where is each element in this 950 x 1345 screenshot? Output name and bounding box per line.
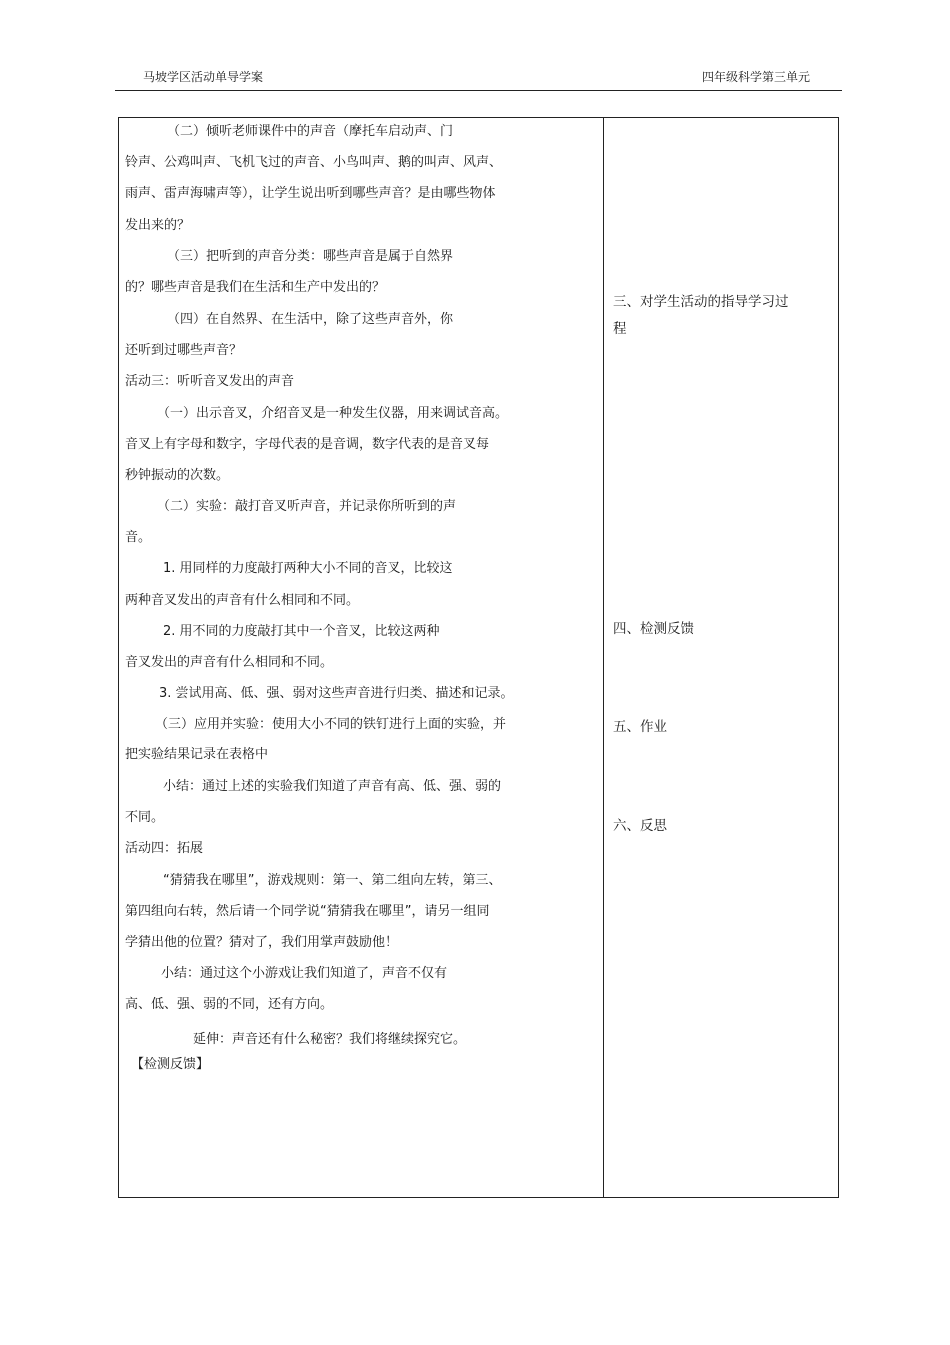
text-line: 3. 尝试用高、低、强、弱对这些声音进行归类、描述和记录。 xyxy=(159,686,514,701)
text-line: 雨声、雷声海啸声等），让学生说出听到哪些声音？是由哪些物体 xyxy=(125,186,496,201)
text-line: （三）应用并实验：使用大小不同的铁钉进行上面的实验，并 xyxy=(155,717,507,732)
guidance-heading: 三、对学生活动的指导学习过 xyxy=(613,294,789,310)
text-line: 音叉上有字母和数字，字母代表的是音调，数字代表的是音叉每 xyxy=(125,437,490,452)
text-line: 高、低、强、弱的不同，还有方向。 xyxy=(125,997,334,1012)
text-line: 2. 用不同的力度敲打其中一个音叉，比较这两种 xyxy=(163,624,440,639)
text-line: （二）倾听老师课件中的声音（摩托车启动声、门 xyxy=(167,124,454,139)
text-line: 音。 xyxy=(125,530,152,545)
text-line: （三）把听到的声音分类：哪些声音是属于自然界 xyxy=(167,249,454,264)
text-line: 还听到过哪些声音？ xyxy=(125,343,243,358)
text-line: 秒钟振动的次数。 xyxy=(125,468,230,483)
header-divider xyxy=(115,90,842,91)
header-right-title: 四年级科学第三单元 xyxy=(701,70,810,84)
text-line: 小结：通过上述的实验我们知道了声音有高、低、强、弱的 xyxy=(163,779,502,794)
text-line: 延伸：声音还有什么秘密？我们将继续探究它。 xyxy=(193,1032,467,1047)
text-line: 发出来的？ xyxy=(125,218,191,233)
guidance-heading-cont: 程 xyxy=(613,321,627,337)
text-line: 两种音叉发出的声音有什么相同和不同。 xyxy=(125,593,360,608)
text-line: “猜猜我在哪里”，游戏规则：第一、第二组向左转，第三、 xyxy=(163,873,502,888)
text-line: 小结：通过这个小游戏让我们知道了，声音不仅有 xyxy=(161,966,448,981)
text-line: （四）在自然界、在生活中，除了这些声音外，你 xyxy=(167,312,454,327)
column-divider xyxy=(603,118,604,1197)
text-line: 不同。 xyxy=(125,810,165,825)
text-line: 的？哪些声音是我们在生活和生产中发出的？ xyxy=(125,280,386,295)
text-line: （一）出示音叉，介绍音叉是一种发生仪器，用来调试音高。 xyxy=(157,406,509,421)
section-label-feedback: 【检测反馈】 xyxy=(131,1057,210,1072)
text-line: 把实验结果记录在表格中 xyxy=(125,747,269,762)
header-left-title: 马坡学区活动单导学案 xyxy=(143,70,264,84)
text-line: 音叉发出的声音有什么相同和不同。 xyxy=(125,655,334,670)
text-line: 第四组向右转，然后请一个同学说“猜猜我在哪里”，请另一组同 xyxy=(125,904,490,919)
text-line: （二）实验：敲打音叉听声音，并记录你所听到的声 xyxy=(157,499,457,514)
text-line: 1. 用同样的力度敲打两种大小不同的音叉，比较这 xyxy=(163,561,453,576)
homework-heading: 五、作业 xyxy=(613,719,667,735)
reflection-heading: 六、反思 xyxy=(613,818,667,834)
text-line: 活动四：拓展 xyxy=(125,841,204,856)
text-line: 学猜出他的位置？猜对了，我们用掌声鼓励他！ xyxy=(125,935,399,950)
lesson-table xyxy=(118,117,839,1198)
feedback-heading: 四、检测反馈 xyxy=(613,621,694,637)
text-line: 活动三：听听音叉发出的声音 xyxy=(125,374,295,389)
text-line: 铃声、公鸡叫声、飞机飞过的声音、小鸟叫声、鹅的叫声、风声、 xyxy=(125,155,503,170)
